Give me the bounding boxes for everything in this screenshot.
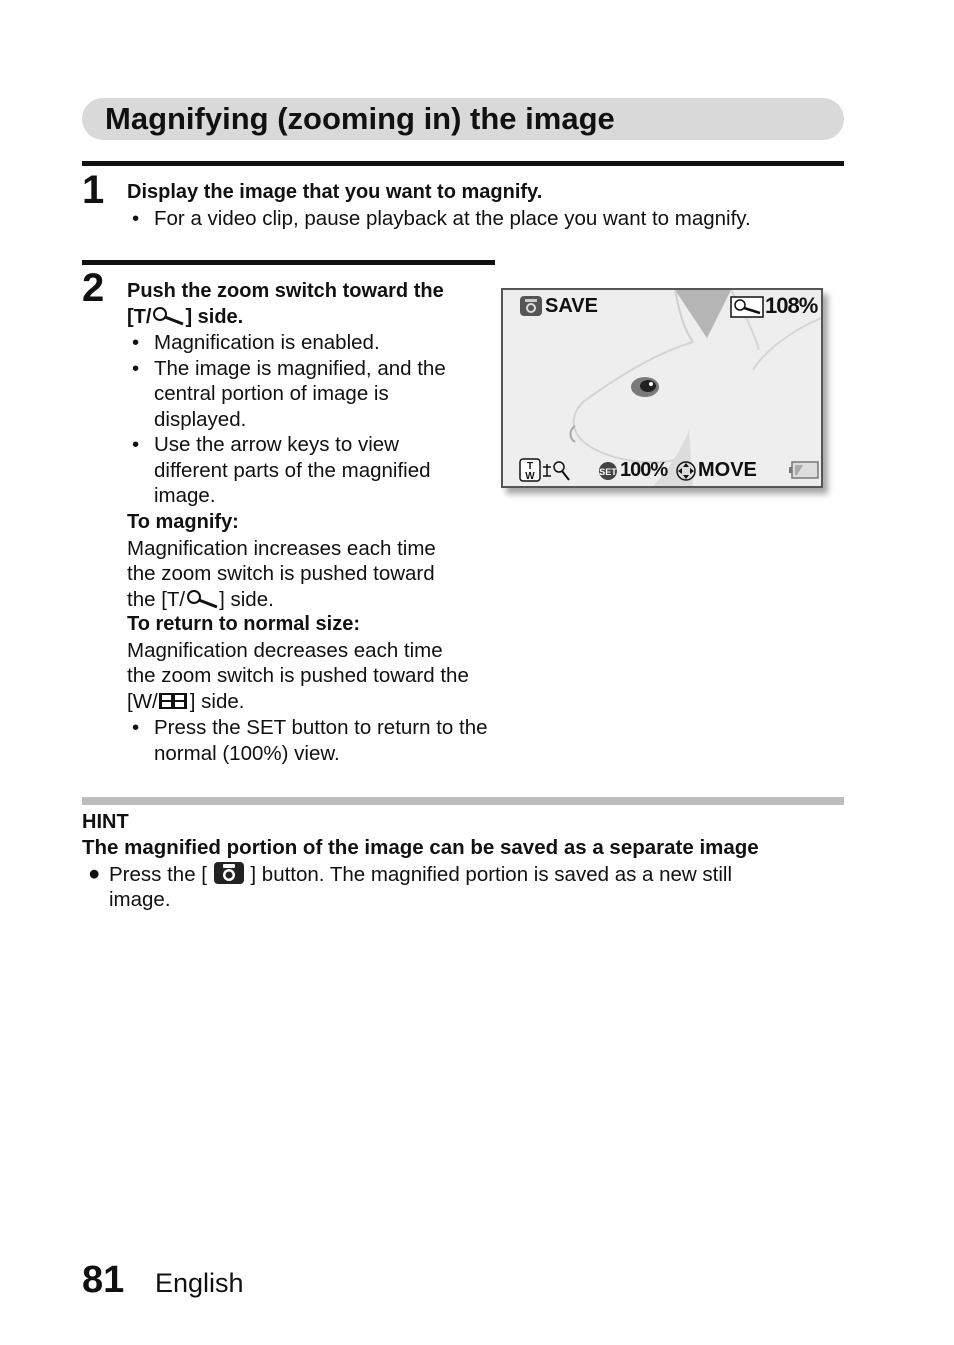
magnify-heading: To magnify: [127, 511, 239, 533]
page-number: 81 [82, 1259, 125, 1301]
bullet-continuation: displayed. [154, 407, 247, 431]
set-button-icon [597, 461, 619, 481]
magnify-line: Magnification increases each time [127, 536, 436, 560]
arrow-keys-icon [675, 460, 697, 482]
magnify-block [127, 510, 469, 714]
camera-screen-illustration [501, 288, 823, 488]
zoom-tele-icon [185, 589, 219, 609]
normal-size-line: Magnification decreases each time [127, 638, 443, 662]
step-2-heading-line1: Push the zoom switch toward the [127, 280, 444, 302]
bullet-continuation: central portion of image is [154, 382, 389, 405]
magnify-line-3: the [T/ ] side. [127, 587, 274, 611]
heading-bracket-open: [T/ [127, 306, 152, 328]
hint-heading: The magnified portion of the image can be saved as a separate image [82, 836, 759, 859]
svg-text:T: T [526, 461, 534, 472]
bullet-continuation: normal (100%) view. [154, 741, 340, 765]
bullet-item: • Magnification is enabled. [132, 331, 380, 354]
heading-bracket-close: ] side. [185, 306, 244, 328]
normal-size-line: the zoom switch is pushed toward the [127, 664, 469, 687]
step-1-bullet-text: For a video clip, pause playback at the place you want to magnify. [154, 207, 751, 230]
step-2-bullets-a [132, 330, 446, 509]
language-label: English [155, 1268, 244, 1298]
section-title: Magnifying (zooming in) the image [105, 101, 615, 136]
set-zoom-level: 100% [620, 459, 668, 481]
zoom-indicator-icon [730, 296, 764, 318]
camera-button-icon [213, 861, 245, 885]
bullet-continuation: image. [154, 484, 216, 507]
magnify-line: the zoom switch is pushed toward [127, 562, 435, 585]
save-label: SAVE [545, 295, 598, 317]
bullet-continuation: different parts of the magnified [154, 458, 431, 482]
step-2-bullet-b [132, 715, 488, 766]
step-1-heading: Display the image that you want to magnify. [127, 181, 543, 203]
zoom-switch-tw-icon [519, 458, 571, 482]
hint-bullet-continuation: image. [109, 888, 171, 911]
step-2-rule [82, 260, 495, 265]
hint-bullet: ● Press the [ ] button. The magnified portion is saved as a new still [88, 862, 733, 886]
svg-text:SET: SET [599, 467, 617, 477]
bullet-dot: • [132, 433, 140, 456]
zoom-wide-thumbnail-icon [158, 691, 190, 711]
bullet-item: • Press the SET button to return to the [132, 716, 488, 739]
step-1-bullet [132, 206, 751, 232]
bullet-item: • The image is magnified, and the [132, 356, 446, 380]
hint-label: HINT [82, 811, 129, 833]
hint-divider [82, 797, 844, 805]
rabbit-image [503, 290, 821, 486]
bullet-dot: • [132, 356, 140, 380]
bullet-dot: • [132, 331, 140, 354]
bullet-dot: • [132, 207, 140, 230]
bullet-dot: • [132, 716, 140, 739]
battery-icon [789, 461, 819, 479]
step-2-number: 2 [82, 266, 105, 310]
step-2-heading-line2 [127, 305, 243, 331]
step-1-rule [82, 161, 844, 166]
move-label: MOVE [698, 459, 757, 481]
svg-text:W: W [525, 471, 535, 482]
camera-icon [519, 295, 543, 317]
bullet-item: • Use the arrow keys to view [132, 433, 399, 456]
zoom-tele-icon [151, 306, 185, 326]
step-1-number: 1 [82, 168, 105, 212]
normal-size-heading: To return to normal size: [127, 613, 360, 635]
normal-size-line-3: [W/ ] side. [127, 689, 245, 713]
zoom-level: 108% [765, 293, 818, 318]
bullet-dot: ● [88, 862, 101, 885]
